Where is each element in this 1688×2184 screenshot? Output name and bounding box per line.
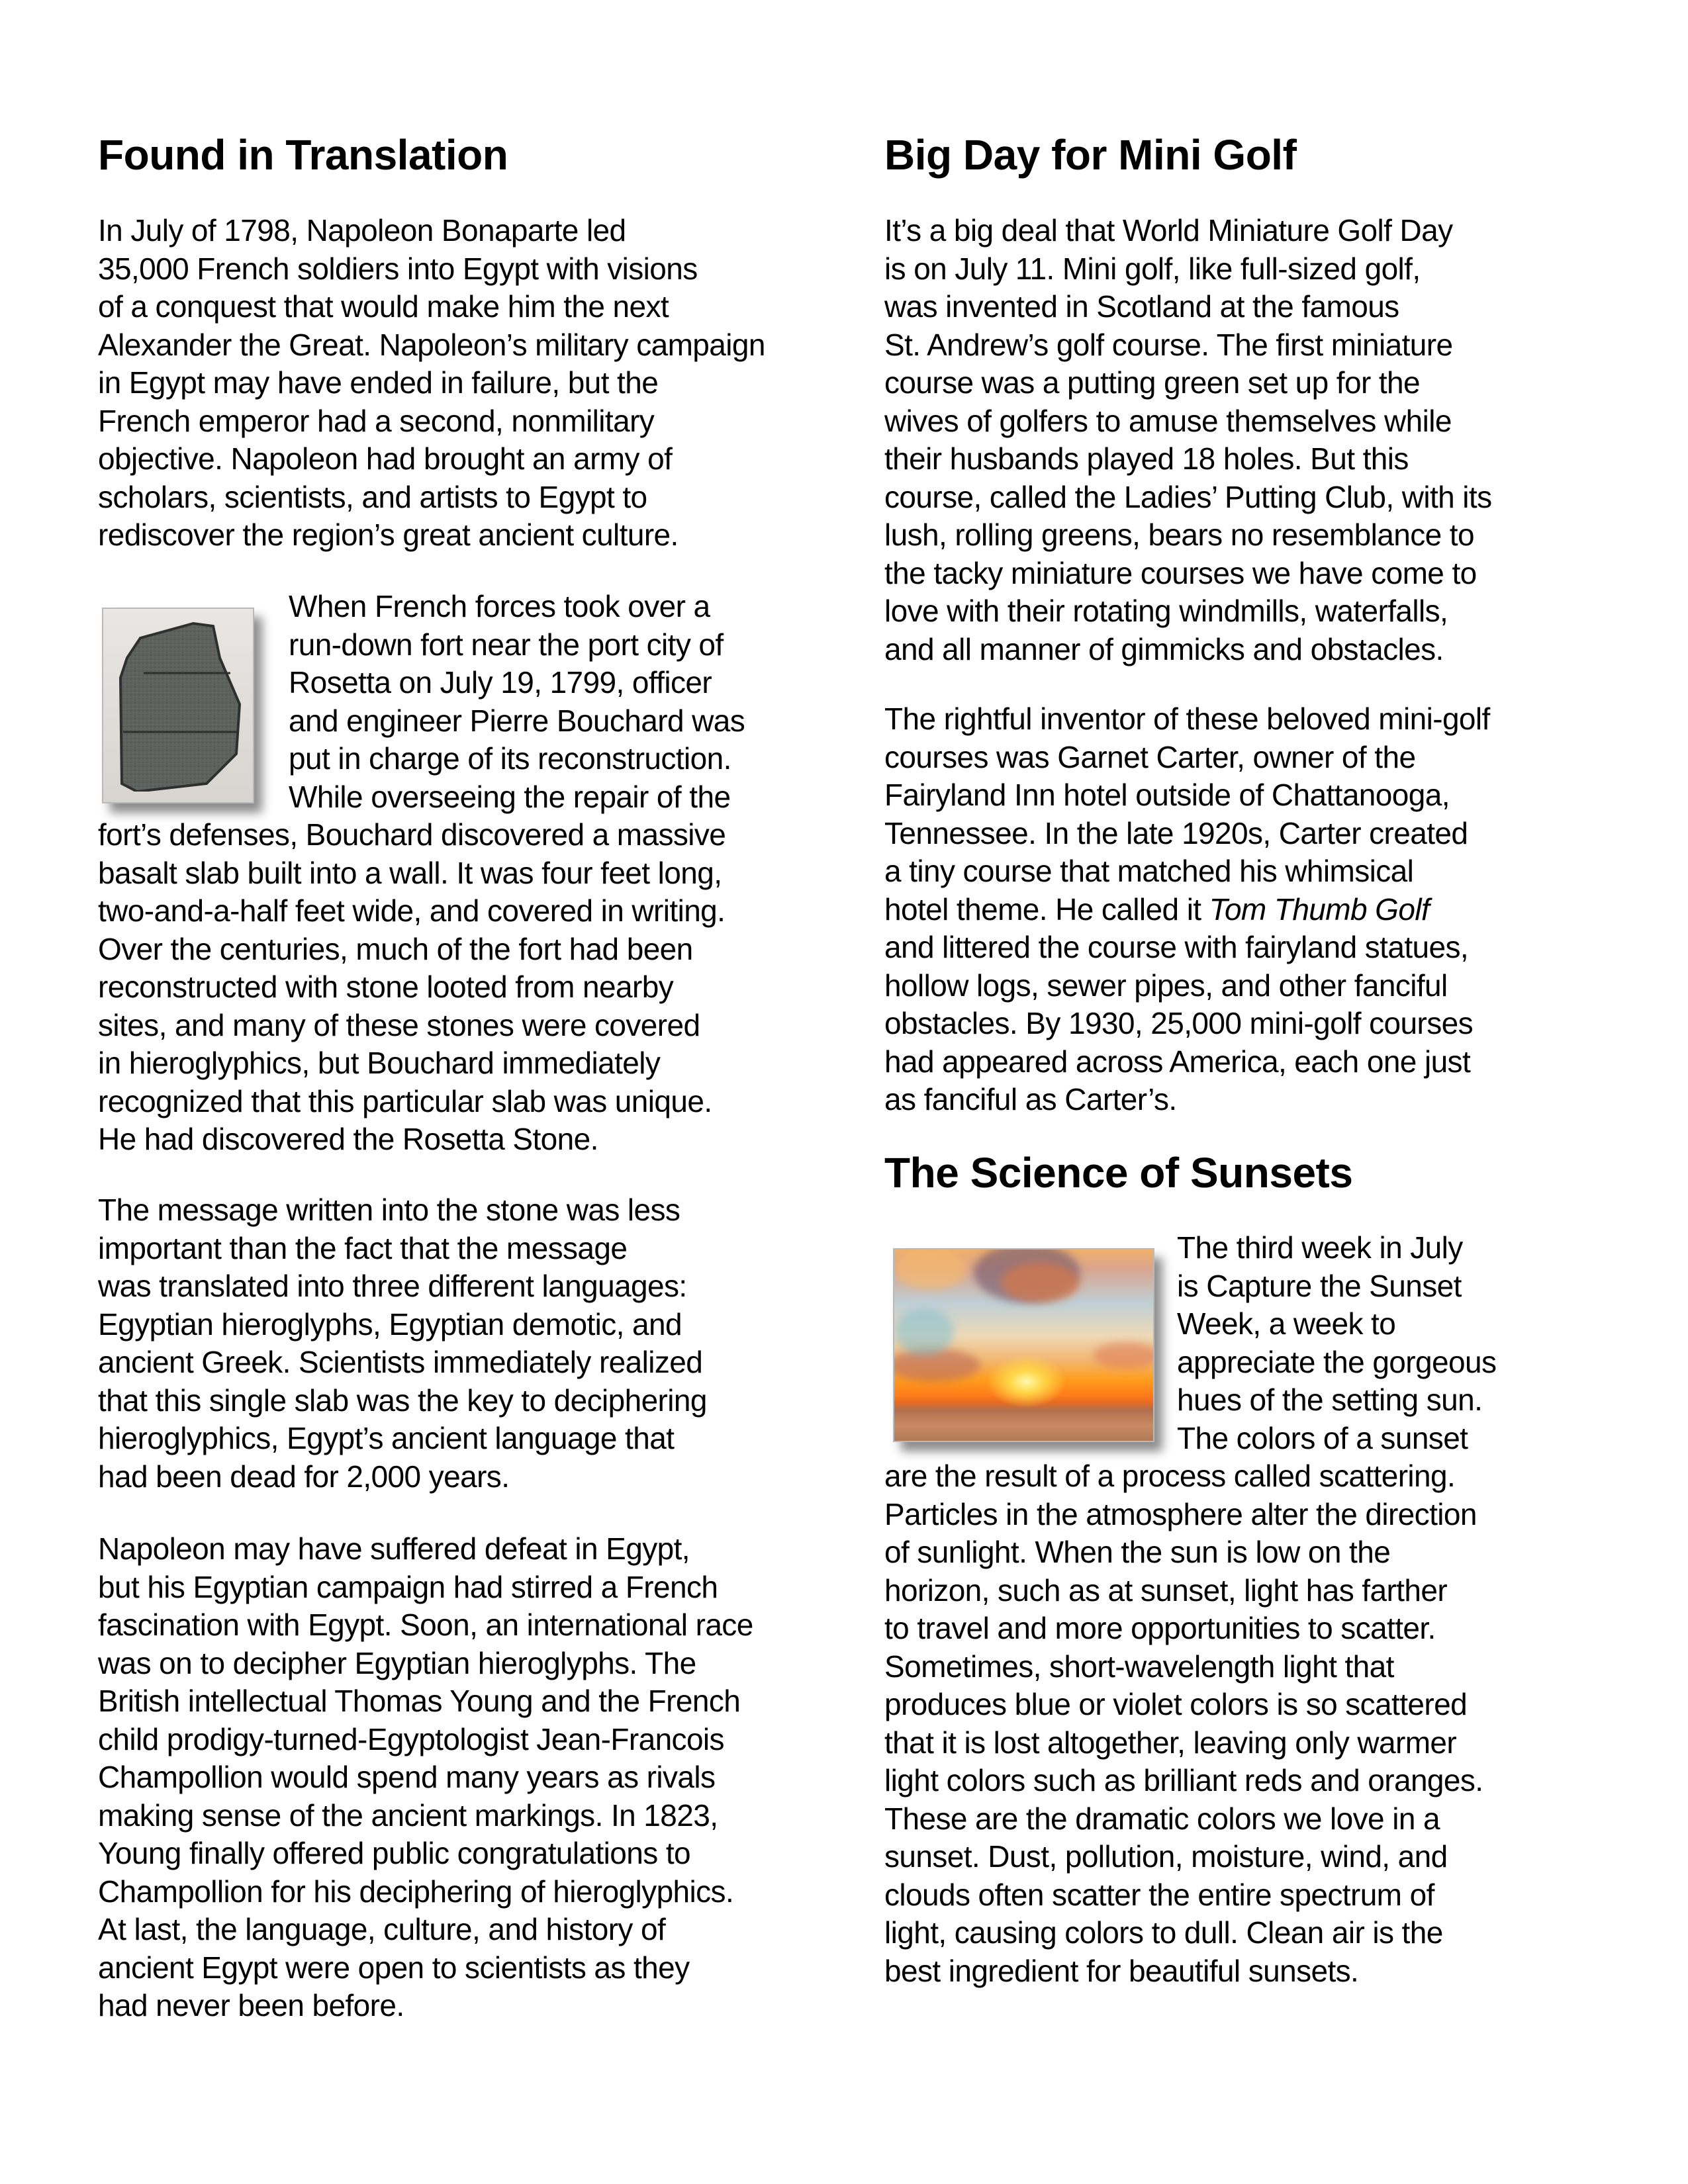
text-line: course was a putting green set up for the [884, 365, 1421, 400]
text-line: but his Egyptian campaign had stirred a French [98, 1569, 718, 1604]
text-line: and littered the course with fairyland statues, [884, 930, 1469, 964]
text-line: sites, and many of these stones were covered [98, 1007, 700, 1042]
text-line: objective. Napoleon had brought an army of [98, 441, 673, 476]
text-line: These are the dramatic colors we love in a [884, 1801, 1440, 1836]
article-title-minigolf: Big Day for Mini Golf [884, 131, 1297, 179]
text-line: hues of the setting sun. [1177, 1383, 1483, 1417]
text-line: hieroglyphics, Egypt’s ancient language that [98, 1421, 675, 1455]
text-line: Napoleon may have suffered defeat in Egypt, [98, 1531, 690, 1566]
translation-paragraph-3 [98, 1191, 707, 1496]
text-line: of sunlight. When the sun is low on the [884, 1535, 1391, 1569]
text-line: the tacky miniature courses we have come to [884, 555, 1477, 590]
translation-paragraph-2-wrapped [289, 588, 745, 816]
text-line: hollow logs, sewer pipes, and other fanciful [884, 968, 1448, 1003]
text-line: sunset. Dust, pollution, moisture, wind, and [884, 1839, 1448, 1874]
text-line: run-down fort near the port city of [289, 627, 724, 662]
text-line: Fairyland Inn hotel outside of Chattanooga, [884, 778, 1450, 812]
text-line: In July of 1798, Napoleon Bonaparte led [98, 213, 626, 248]
text-line: French emperor had a second, nonmilitary [98, 403, 655, 438]
text-line: had appeared across America, each one just [884, 1044, 1471, 1079]
article-title-sunsets: The Science of Sunsets [884, 1149, 1353, 1197]
text-line: is Capture the Sunset [1177, 1268, 1462, 1303]
text-line: a tiny course that matched his whimsical [884, 854, 1414, 888]
text-line: was translated into three different languages: [98, 1269, 687, 1303]
text-line: fascination with Egypt. Soon, an international race [98, 1608, 753, 1642]
minigolf-paragraph-2 [884, 700, 1490, 1119]
text-line: The rightful inventor of these beloved mini-golf [884, 702, 1490, 736]
text-line: At last, the language, culture, and history of [98, 1912, 666, 1946]
text-line: When French forces took over a [289, 589, 710, 623]
text-line: was invented in Scotland at the famous [884, 289, 1399, 324]
minigolf-italic-line: hotel theme. He called it Tom Thumb Golf [884, 891, 1430, 927]
text-line: obstacles. By 1930, 25,000 mini-golf courses [884, 1006, 1473, 1040]
text-line: produces blue or violet colors is so scattered [884, 1687, 1468, 1721]
text-line: Champollion for his deciphering of hieroglyphics. [98, 1874, 734, 1909]
text-line: Particles in the atmosphere alter the direction [884, 1496, 1477, 1531]
sunset-image [893, 1248, 1154, 1442]
text-line: their husbands played 18 holes. But this [884, 441, 1409, 476]
text-line: courses was Garnet Carter, owner of the [884, 739, 1416, 774]
text-line: wives of golfers to amuse themselves while [884, 403, 1452, 438]
text-line: had been dead for 2,000 years. [98, 1459, 510, 1494]
text-line: Over the centuries, much of the fort had been [98, 931, 693, 966]
text-line: scholars, scientists, and artists to Egypt to [98, 479, 647, 514]
article-title-translation: Found in Translation [98, 131, 508, 179]
text-line: The message written into the stone was less [98, 1193, 680, 1227]
text-line: and engineer Pierre Bouchard was [289, 703, 745, 738]
text-line: basalt slab built into a wall. It was four feet long, [98, 855, 722, 890]
sunsets-paragraph [884, 1457, 1483, 1990]
text-line: put in charge of its reconstruction. [289, 741, 731, 776]
text-line: and all manner of gimmicks and obstacles. [884, 631, 1444, 666]
text-line: to travel and more opportunities to scatter. [884, 1611, 1436, 1645]
text-line: rediscover the region’s great ancient culture. [98, 518, 679, 552]
text-line: Young finally offered public congratulations to [98, 1836, 691, 1870]
sunsets-paragraph-wrapped [1177, 1229, 1496, 1457]
text-line: reconstructed with stone looted from nearby [98, 970, 674, 1004]
text-line: two-and-a-half feet wide, and covered in writing. [98, 893, 726, 928]
text-line: that it is lost altogether, leaving only warmer [884, 1725, 1457, 1760]
text-line: in hieroglyphics, but Bouchard immediately [98, 1046, 661, 1080]
translation-paragraph-1 [98, 212, 765, 555]
text-line: He had discovered the Rosetta Stone. [98, 1122, 598, 1156]
text-line: appreciate the gorgeous [1177, 1344, 1497, 1379]
text-line: 35,000 French soldiers into Egypt with visions [98, 251, 698, 286]
translation-paragraph-2 [98, 816, 726, 1159]
text-line: Sometimes, short-wavelength light that [884, 1649, 1394, 1684]
text-line: best ingredient for beautiful sunsets. [884, 1953, 1359, 1988]
text-line: course, called the Ladies’ Putting Club, with its [884, 479, 1492, 514]
rosetta-stone-image [102, 608, 254, 803]
text-line: Alexander the Great. Napoleon’s military campaign [98, 327, 765, 362]
text-line: in Egypt may have ended in failure, but the [98, 365, 659, 400]
text-line: British intellectual Thomas Young and the French [98, 1684, 741, 1718]
text-line: ancient Greek. Scientists immediately realized [98, 1345, 703, 1379]
text-line: St. Andrew’s golf course. The first miniature [884, 327, 1453, 362]
text-line: that this single slab was the key to deciphering [98, 1383, 707, 1418]
text-line: recognized that this particular slab was unique. [98, 1083, 712, 1118]
text-line: is on July 11. Mini golf, like full-sized golf, [884, 251, 1421, 286]
translation-paragraph-4 [98, 1530, 753, 2025]
text-line: It’s a big deal that World Miniature Golf Day [884, 213, 1453, 248]
text-line: Champollion would spend many years as rivals [98, 1760, 716, 1794]
text-line: child prodigy-turned-Egyptologist Jean-Francois [98, 1721, 724, 1756]
text-line: ancient Egypt were open to scientists as they [98, 1950, 690, 1985]
text-line: horizon, such as at sunset, light has farther [884, 1572, 1448, 1608]
text-line: are the result of a process called scattering. [884, 1459, 1456, 1493]
text-line: light colors such as brilliant reds and oranges. [884, 1763, 1483, 1797]
text-line: lush, rolling greens, bears no resemblance to [884, 518, 1474, 552]
text-line: love with their rotating windmills, waterfalls, [884, 594, 1448, 628]
text-line: had never been before. [98, 1988, 404, 2023]
text-line: making sense of the ancient markings. In 1823, [98, 1797, 718, 1833]
text-line: light, causing colors to dull. Clean air is the [884, 1915, 1443, 1950]
rosetta-stone-icon [114, 618, 244, 792]
text-line: fort’s defenses, Bouchard discovered a massive [98, 817, 726, 852]
text-line: as fanciful as Carter’s. [884, 1082, 1177, 1116]
text-line: important than the fact that the message [98, 1230, 628, 1265]
text-line: The colors of a sunset [1177, 1420, 1468, 1455]
text-line: Egyptian hieroglyphs, Egyptian demotic, and [98, 1306, 682, 1342]
text-line: of a conquest that would make him the next [98, 289, 669, 324]
text-line: While overseeing the repair of the [289, 779, 731, 814]
text-line: The third week in July [1177, 1230, 1463, 1265]
minigolf-paragraph-1 [884, 212, 1492, 668]
text-line: was on to decipher Egyptian hieroglyphs. The [98, 1645, 696, 1680]
text-line: clouds often scatter the entire spectrum of [884, 1877, 1434, 1912]
text-line: Week, a week to [1177, 1306, 1396, 1341]
text-line: Rosetta on July 19, 1799, officer [289, 665, 712, 700]
tom-thumb-golf-title: Tom Thumb Golf [1209, 891, 1430, 927]
text-line: Tennessee. In the late 1920s, Carter created [884, 815, 1468, 850]
